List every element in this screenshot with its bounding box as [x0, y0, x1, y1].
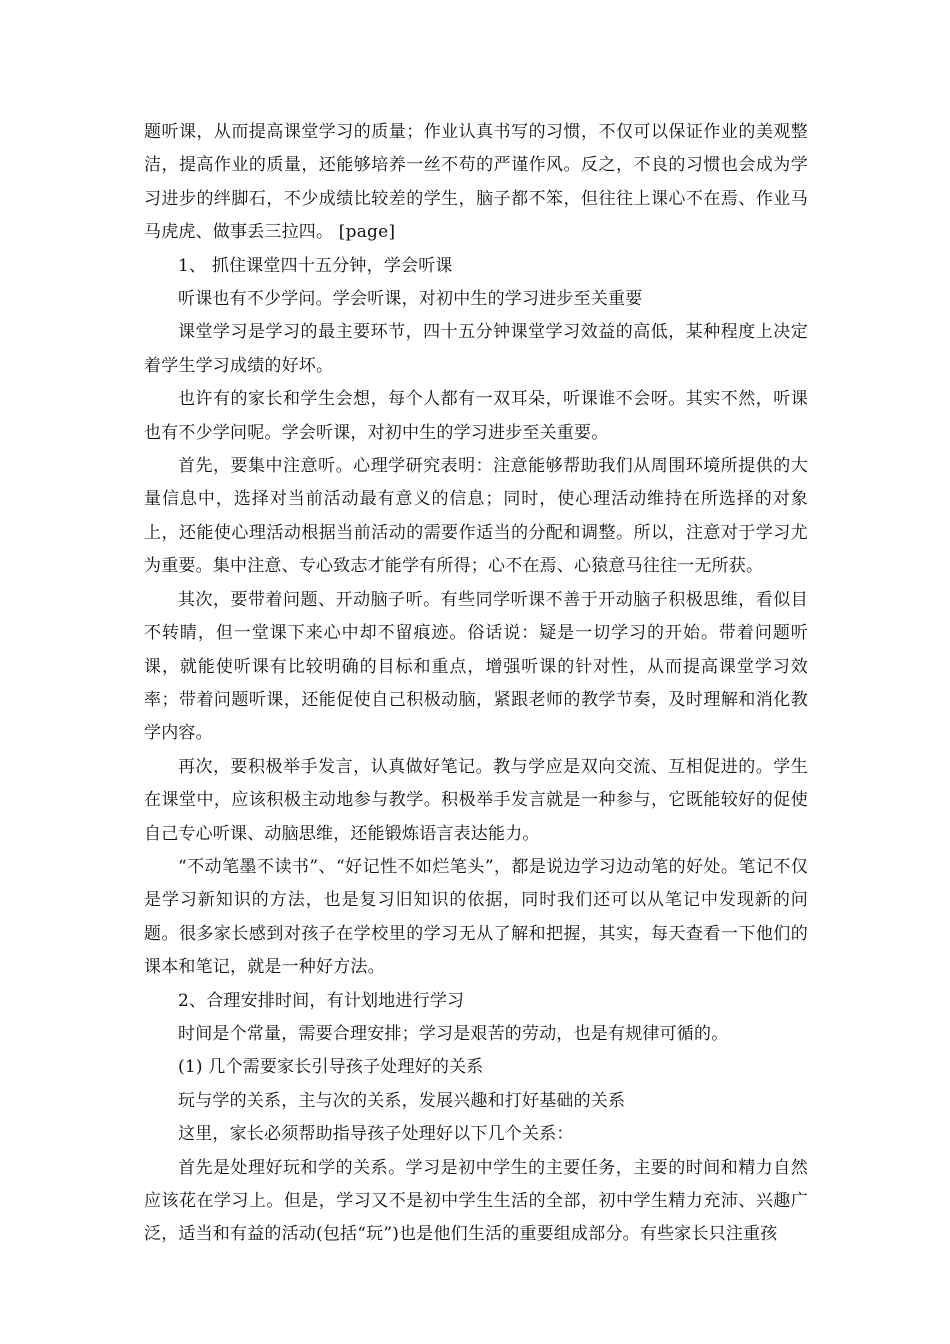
paragraph-4: 也许有的家长和学生会想，每个人都有一双耳朵，听课谁不会呀。其实不然，听课也有不少学问呢。学会听课，对初中生的学习进步至关重要。: [144, 389, 808, 443]
paragraph-11: 这里，家长必须帮助指导孩子处理好以下几个关系：: [178, 1124, 574, 1145]
document-page: [144, 116, 808, 1252]
paragraph-12: 首先是处理好玩和学的关系。学习是初中学生的主要任务，主要的时间和精力自然应该花在学习上。但是，学习又不是初中学生生活的全部，初中学生精力充沛、兴趣广泛，适当和有益的活动(包括“玩”)也是他们生活的重要组成部分。有些家长只注重孩: [144, 1157, 808, 1245]
section-heading-1: 1、 抓住课堂四十五分钟，学会听课: [178, 255, 453, 276]
paragraph-1: 题听课，从而提高课堂学习的质量；作业认真书写的习惯，不仅可以保证作业的美观整洁，提高作业的质量，还能够培养一丝不苟的严谨作风。反之，不良的习惯也会成为学习进步的绊脚石，不少成绩比较差的学生，脑子都不笨，但往往上课心不在焉、作业马马虎虎、做事丢三拉四。 [page]: [144, 122, 808, 243]
paragraph-2: 听课也有不少学问。学会听课，对初中生的学习进步至关重要: [178, 289, 643, 310]
paragraph-3: 课堂学习是学习的最主要环节，四十五分钟课堂学习效益的高低，某种程度上决定着学生学习成绩的好坏。: [144, 322, 808, 376]
paragraph-8: “不动笔墨不读书”、“好记性不如烂笔头”，都是说边学习边动笔的好处。笔记不仅是学习新知识的方法，也是复习旧知识的依据，同时我们还可以从笔记中发现新的问题。很多家长感到对孩子在学校里的学习无从了解和把握，其实，每天查看一下他们的课本和笔记，就是一种好方法。: [144, 856, 808, 978]
subsection-heading-1: (1) 几个需要家长引导孩子处理好的关系: [178, 1057, 484, 1078]
section-heading-2: 2、合理安排时间，有计划地进行学习: [178, 990, 465, 1011]
paragraph-9: 时间是个常量，需要合理安排；学习是艰苦的劳动，也是有规律可循的。: [178, 1023, 729, 1044]
paragraph-10: 玩与学的关系，主与次的关系，发展兴趣和打好基础的关系: [178, 1090, 626, 1111]
paragraph-5: 首先，要集中注意听。心理学研究表明：注意能够帮助我们从周围环境所提供的大量信息中，选择对当前活动最有意义的信息；同时，使心理活动维持在所选择的对象上，还能使心理活动根据当前活动的需要作适当的分配和调整。所以，注意对于学习尤为重要。集中注意、专心致志才能学有所得；心不在焉、心猿意马往往一无所获。: [144, 456, 808, 577]
paragraph-7: 再次，要积极举手发言，认真做好笔记。教与学应是双向交流、互相促进的。学生在课堂中，应该积极主动地参与教学。积极举手发言就是一种参与，它既能较好的促使自己专心听课、动脑思维，还能锻炼语言表达能力。: [144, 756, 808, 844]
paragraph-6: 其次，要带着问题、开动脑子听。有些同学听课不善于开动脑子积极思维，看似目不转睛，但一堂课下来心中却不留痕迹。俗话说：疑是一切学习的开始。带着问题听课，就能使听课有比较明确的目标和重点，增强听课的针对性，从而提高课堂学习效率；带着问题听课，还能促使自己积极动脑，紧跟老师的教学节奏，及时理解和消化教学内容。: [144, 589, 808, 744]
